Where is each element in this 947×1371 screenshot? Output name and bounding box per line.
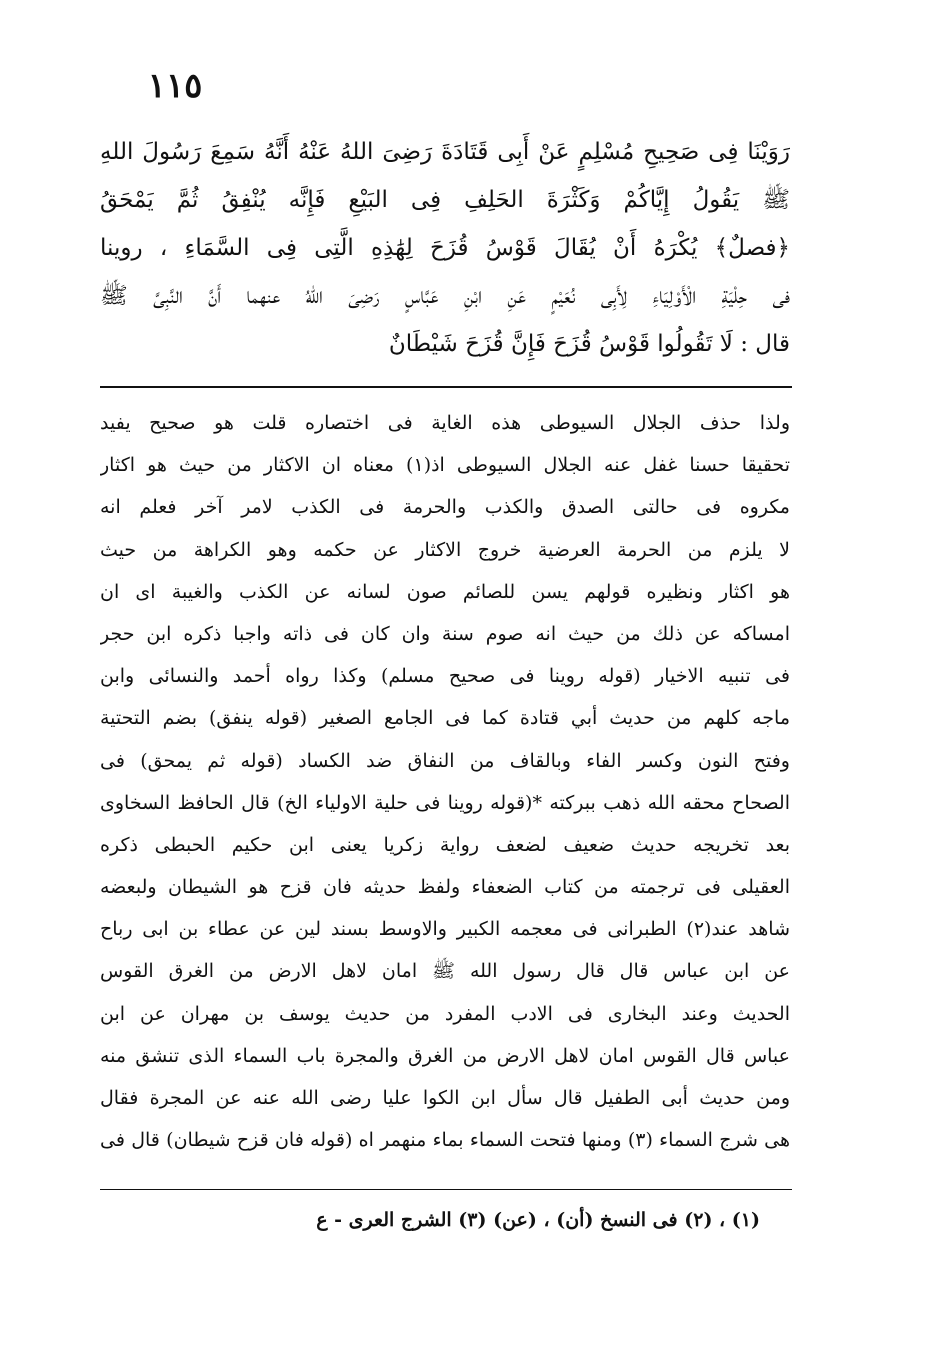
footnote: (١) ، (٢) فى النسخ (أن) ، (عن) (٣) الشرج العرى - ع [316, 1209, 760, 1231]
main-text-line: قال : لَا تَقُولُوا قَوْسُ قُزَحَ فَإِنَّ قُزَحَ شَيْطَانٌ [388, 331, 790, 357]
commentary-line: لا يلزم من الحرمة العرضية خروج الاكثار عن حكمه وهو الكراهة من حيث [100, 538, 790, 561]
commentary-line: هو اكثار ونظيره قولهم يسن للصائم صون لسانه عن الكذب والغيبة اى ان [100, 580, 790, 603]
commentary-line: عباس قال القوس امان لاهل الارض من الغرق والمجرة باب السماء الذى تنشق منه [100, 1044, 790, 1067]
commentary-line: ومن حديث أبى الطفيل قال سأل ابن الكوا عليا رضى الله عنه عن المجرة فقال [100, 1087, 790, 1109]
commentary-text [100, 402, 790, 1161]
main-text-line: ﷺ يَقُولُ إِيَّاكُمْ وَكَثْرَةَ الحَلِفِ فِى البَيْعِ فَإِنَّه يُنْفِقُ ثُمَّ يَمْحَقُ [100, 187, 790, 213]
footnote-divider [100, 1189, 792, 1190]
commentary-line: عن ابن عباس قال قال رسول الله ﷺ امان لاهل الارض من الغرق القوس [100, 960, 790, 983]
commentary-line: العقيلى فى ترجمته من كتاب الضعفاء ولفظ حديثه فان قزح هو الشيطان ولبعضه [100, 876, 790, 899]
commentary-line: فى تنبيه الاخيار (قوله روينا فى صحيح مسلم) وكذا رواه أحمد والنسائى وابن [100, 665, 790, 688]
main-text-line: رَوَيْنَا فِى صَحِيحِ مُسْلِمٍ عَنْ أَبِى قَتَادَةَ رَضِىَ اللهُ عَنْهُ أَنَّهُ سَمِعَ رَسُولَ اللهِ [100, 139, 790, 165]
commentary-line: ولذا حذف الجلال السيوطى هذه الغاية فى اختصاره قلت هو صحيح يفيد [100, 412, 790, 434]
page-number: ١١٥ [147, 66, 203, 106]
commentary-line: بعد تخريجه حديث ضعيف لضعف رواية زكريا يعنى ابن حكيم الحبطى ذكره [100, 833, 790, 856]
main-text-line: فى حِلْيَةِ الْأَوْلِيَاءِ لِأَبِى نُعَيْمٍ عَنِ ابْنِ عَبَّاسٍ رَضِىَ اللهُ عنهما أَنَّ النَّبِىَّ ﷺ [100, 283, 790, 309]
commentary-line: الحديث وعند البخارى فى الادب المفرد من حديث يوسف بن مهران عن ابن [100, 1002, 790, 1025]
commentary-line: هى شرج السماء (٣) ومنها فتحت السماء بماء منهمر اه (قوله فان قزح شيطان) قال فى [100, 1129, 790, 1152]
commentary-line: مكروه فى حالتى الصدق والكذب والحرمة فى الكذب لامر آخر فعلم انه [100, 496, 790, 519]
commentary-line: شاهد عند(٢) الطبرانى فى معجمه الكبير والاوسط بسند لين عن عطاء بن ابى رباح [100, 918, 790, 941]
commentary-line: امساكه عن ذلك من حيث انه صوم سنة وان كان فى ذاته واجبا ذكره ابن حجر [100, 622, 790, 645]
main-text-divider [100, 386, 792, 388]
commentary-line: تحقيقا حسنا غفل عنه الجلال السيوطى اذ(١) معناه ان الاكثار من حيث هو اكثار [100, 454, 790, 477]
commentary-line: وفتح النون وكسر الفاء وبالقاف من النفاق ضد الكساد (قوله ثم يمحق) فى [100, 749, 790, 772]
main-text [100, 128, 790, 368]
commentary-line: ماجه كلهم من حديث أبي قتادة كما فى الجامع الصغير (قوله ينفق) بضم التحتية [100, 707, 790, 730]
commentary-line: الصحاح محقه الله ذهب ببركته *(قوله روينا فى حلية الاولياء الخ) قال الحافظ السخاوى [100, 791, 790, 814]
main-text-line: ﴿فصلٌ﴾ يُكْرَهُ أَنْ يُقَالَ قَوْسُ قُزَحَ لِهَٰذِهِ الَّتِى فِى السَّمَاءِ ، روينا [100, 235, 790, 261]
